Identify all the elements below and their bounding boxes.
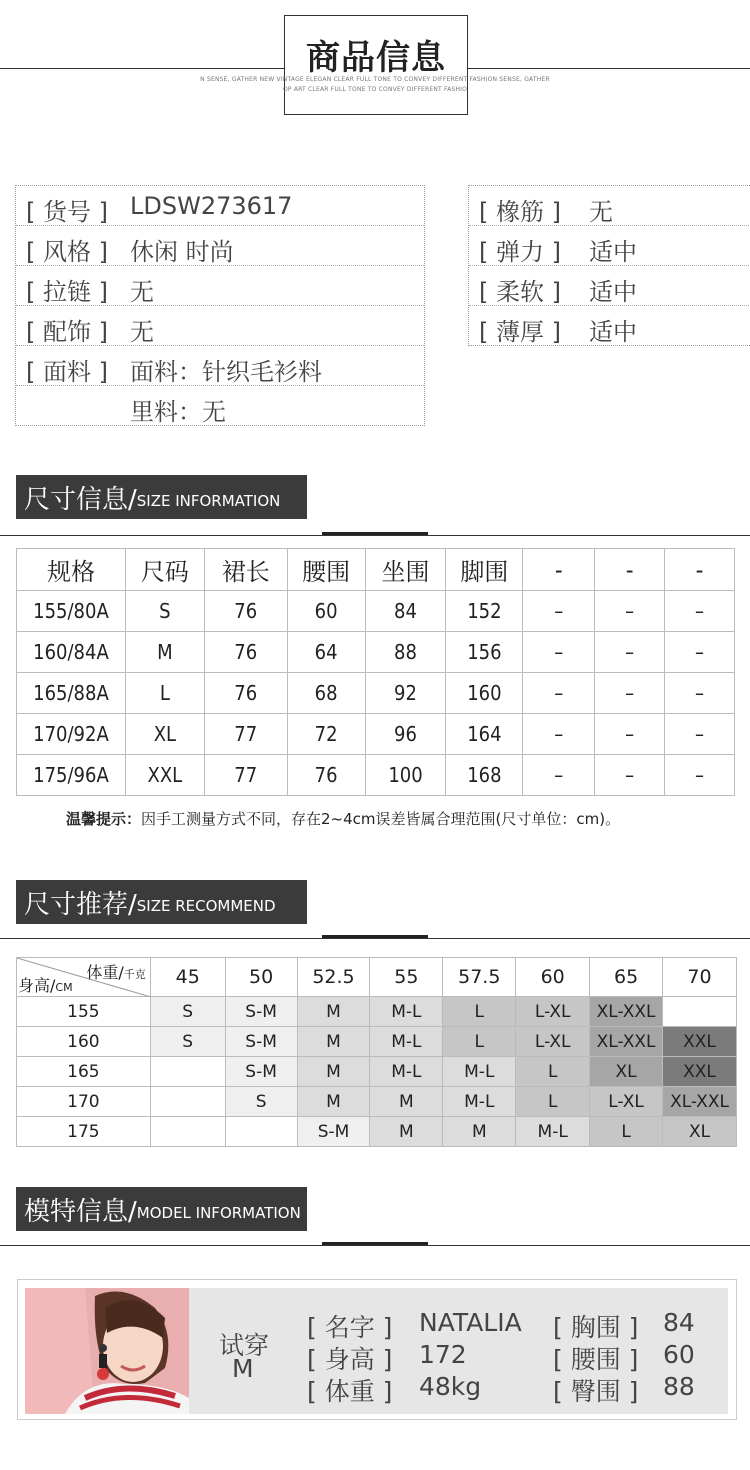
weight-unit: 千克 [123,968,146,981]
size-cell: M-L [370,1057,443,1087]
table-header: 坐围 [365,549,446,591]
tip-text: 因手工测量方式不同，存在2~4cm误差皆属合理范围(尺寸单位：cm)。 [141,810,621,828]
page-title: 商品信息 [306,38,446,78]
table-header: - [595,549,665,591]
info-key: [ 薄厚 ] [479,318,561,346]
table-cell: 72 [287,714,365,755]
size-cell: L-XL [516,1027,590,1057]
info-key: [ 橡筋 ] [479,198,561,226]
table-header-row [17,549,735,591]
table-cell: – [595,673,665,714]
size-cell: S-M [225,1057,297,1087]
table-cell: 155/80A [17,591,126,632]
height-cell: 160 [17,1027,151,1057]
info-row [16,346,424,386]
product-info-right [468,185,750,346]
size-cell: M [297,1087,370,1117]
table-cell: – [523,755,595,796]
table-row [17,591,735,632]
info-row [469,306,750,346]
table-header: 规格 [17,549,126,591]
table-cell: 68 [287,673,365,714]
size-cell: L [590,1117,663,1147]
height-unit: CM [55,981,73,994]
table-cell: 76 [204,632,287,673]
info-row [469,226,750,266]
size-cell: XL-XXL [663,1087,737,1117]
model-field-value: 84 [663,1308,695,1337]
info-row [16,386,424,426]
weight-header: 45 [150,958,225,997]
model-field-value: 88 [663,1372,695,1401]
table-cell: S [125,591,204,632]
size-cell: M [297,1057,370,1087]
corner-header-cell [17,958,151,997]
model-field-value: 60 [663,1340,695,1369]
size-cell: M-L [516,1117,590,1147]
section-rule [0,535,750,536]
height-cell: 175 [17,1117,151,1147]
model-field-key: [ 身高 ] [307,1345,393,1374]
weight-header: 60 [516,958,590,997]
size-cell: XL [663,1117,737,1147]
model-field-value: 48kg [419,1372,482,1401]
size-cell: M [370,1087,443,1117]
table-cell: 160 [446,673,523,714]
header-subtitle-1: N SENSE, GATHER NEW VINTAGE ELEGAN CLEAR FULL TONE TO CONVEY DIFFERENT FASHION SENSE, GATHER [200,76,550,83]
model-photo [25,1288,189,1414]
size-cell: S [150,997,225,1027]
section-size-info [16,475,307,519]
size-cell: M-L [370,1027,443,1057]
size-cell: L [516,1087,590,1117]
table-row [17,673,735,714]
header-subtitle-2: OP ART CLEAR FULL TONE TO CONVEY DIFFERENT FASHIO [282,86,468,93]
size-cell: S-M [225,1027,297,1057]
info-key: [ 风格 ] [26,238,108,266]
table-cell: 168 [446,755,523,796]
info-key: [ 面料 ] [26,358,108,386]
info-key: [ 配饰 ] [26,318,108,346]
measurement-tip [66,808,620,829]
table-row [17,1057,737,1087]
size-cell: XL-XXL [590,997,663,1027]
size-cell: S [225,1087,297,1117]
table-header: 尺码 [125,549,204,591]
info-key: [ 弹力 ] [479,238,561,266]
model-field-key: [ 胸围 ] [553,1313,639,1342]
size-cell: S-M [225,997,297,1027]
table-cell: 160/84A [17,632,126,673]
size-cell: M-L [443,1087,516,1117]
height-cell: 155 [17,997,151,1027]
size-cell: M [297,997,370,1027]
table-cell: – [595,591,665,632]
size-cell: L-XL [516,997,590,1027]
table-row [17,1117,737,1147]
table-cell: 76 [287,755,365,796]
table-header: - [523,549,595,591]
model-card-inner [25,1288,728,1414]
weight-axis-label [86,960,145,983]
table-cell: – [595,632,665,673]
size-cell: XL [590,1057,663,1087]
height-cell: 165 [17,1057,151,1087]
size-cell [150,1117,225,1147]
section-title-en: MODEL INFORMATION [136,1204,301,1222]
size-cell: XXL [663,1057,737,1087]
info-row [16,306,424,346]
tip-label: 温馨提示： [66,810,142,828]
section-size-recommend [16,880,307,924]
info-value: 适中 [589,318,637,346]
weight-header: 70 [663,958,737,997]
size-cell [225,1117,297,1147]
weight-header: 55 [370,958,443,997]
section-rule [0,938,750,939]
table-cell: – [523,632,595,673]
info-value: 休闲 时尚 [130,238,234,266]
info-row [469,266,750,306]
size-cell [150,1087,225,1117]
table-cell: – [665,714,735,755]
size-cell: M-L [370,997,443,1027]
table-cell: – [523,591,595,632]
weight-label: 体重/ [86,963,124,982]
info-value: 适中 [589,238,637,266]
table-cell: 60 [287,591,365,632]
table-cell: 96 [365,714,446,755]
table-cell: 100 [365,755,446,796]
info-key: [ 拉链 ] [26,278,108,306]
section-model-info [16,1187,307,1231]
table-cell: – [665,591,735,632]
table-header: 裙长 [204,549,287,591]
table-cell: 84 [365,591,446,632]
info-value: 面料：针织毛衫料 [130,358,322,386]
size-cell: XL-XXL [590,1027,663,1057]
product-info-left [15,185,425,426]
table-cell: 88 [365,632,446,673]
table-cell: – [665,755,735,796]
info-value: 无 [130,278,154,306]
model-card [17,1279,737,1420]
size-cell: L-XL [590,1087,663,1117]
table-cell: XL [125,714,204,755]
table-row [17,714,735,755]
model-field-key: [ 臀围 ] [553,1377,639,1406]
table-header-row [17,958,737,997]
size-cell: L [443,997,516,1027]
table-cell: – [523,673,595,714]
section-title-cn: 尺寸信息/ [24,484,137,515]
height-cell: 170 [17,1087,151,1117]
info-value: LDSW273617 [130,192,293,220]
table-cell: 77 [204,755,287,796]
size-recommend-table [16,957,737,1147]
table-cell: 77 [204,714,287,755]
section-title-cn: 尺寸推荐/ [24,889,137,920]
table-cell: 64 [287,632,365,673]
model-photo-illustration [25,1288,189,1414]
size-cell: M [297,1027,370,1057]
size-cell: S [150,1027,225,1057]
model-field-value: NATALIA [419,1308,522,1337]
table-header: - [665,549,735,591]
size-cell: M [443,1117,516,1147]
table-header: 脚围 [446,549,523,591]
table-cell: M [125,632,204,673]
info-row [16,226,424,266]
model-field-value: 172 [419,1340,467,1369]
table-cell: 76 [204,673,287,714]
model-field-key: [ 腰围 ] [553,1345,639,1374]
section-rule [0,1245,750,1246]
size-cell: M-L [443,1057,516,1087]
size-cell: S-M [297,1117,370,1147]
table-row [17,1027,737,1057]
info-value: 适中 [589,278,637,306]
section-title-cn: 模特信息/ [24,1196,137,1227]
info-value: 无 [130,318,154,346]
table-cell: 165/88A [17,673,126,714]
height-label: 身高/ [18,976,56,995]
info-row [469,186,750,226]
table-cell: XXL [125,755,204,796]
table-row [17,632,735,673]
table-cell: – [595,755,665,796]
size-table [16,548,735,796]
weight-header: 50 [225,958,297,997]
size-cell: L [516,1057,590,1087]
table-cell: – [595,714,665,755]
height-axis-label [18,973,73,996]
table-row [17,755,735,796]
table-cell: 164 [446,714,523,755]
size-cell [150,1057,225,1087]
table-cell: 76 [204,591,287,632]
try-size: M [232,1354,254,1383]
section-title-en: SIZE RECOMMEND [136,897,276,915]
size-cell: M [370,1117,443,1147]
info-key: [ 柔软 ] [479,278,561,306]
table-row [17,1087,737,1117]
size-cell [663,997,737,1027]
table-row [17,997,737,1027]
size-cell: L [443,1027,516,1057]
weight-header: 65 [590,958,663,997]
size-cell: XXL [663,1027,737,1057]
info-row [16,266,424,306]
table-cell: 156 [446,632,523,673]
table-cell: 175/96A [17,755,126,796]
table-cell: – [523,714,595,755]
try-label: 试穿 [219,1331,270,1360]
weight-header: 52.5 [297,958,370,997]
table-cell: 92 [365,673,446,714]
table-cell: L [125,673,204,714]
table-cell: – [665,673,735,714]
info-value: 里料：无 [130,398,226,426]
info-value: 无 [589,198,613,226]
info-row [16,186,424,226]
model-field-key: [ 名字 ] [307,1313,393,1342]
table-cell: – [665,632,735,673]
table-cell: 152 [446,591,523,632]
table-header: 腰围 [287,549,365,591]
table-cell: 170/92A [17,714,126,755]
model-field-key: [ 体重 ] [307,1377,393,1406]
info-key: [ 货号 ] [26,198,108,226]
weight-header: 57.5 [443,958,516,997]
title-box [284,15,468,115]
section-title-en: SIZE INFORMATION [136,492,281,510]
